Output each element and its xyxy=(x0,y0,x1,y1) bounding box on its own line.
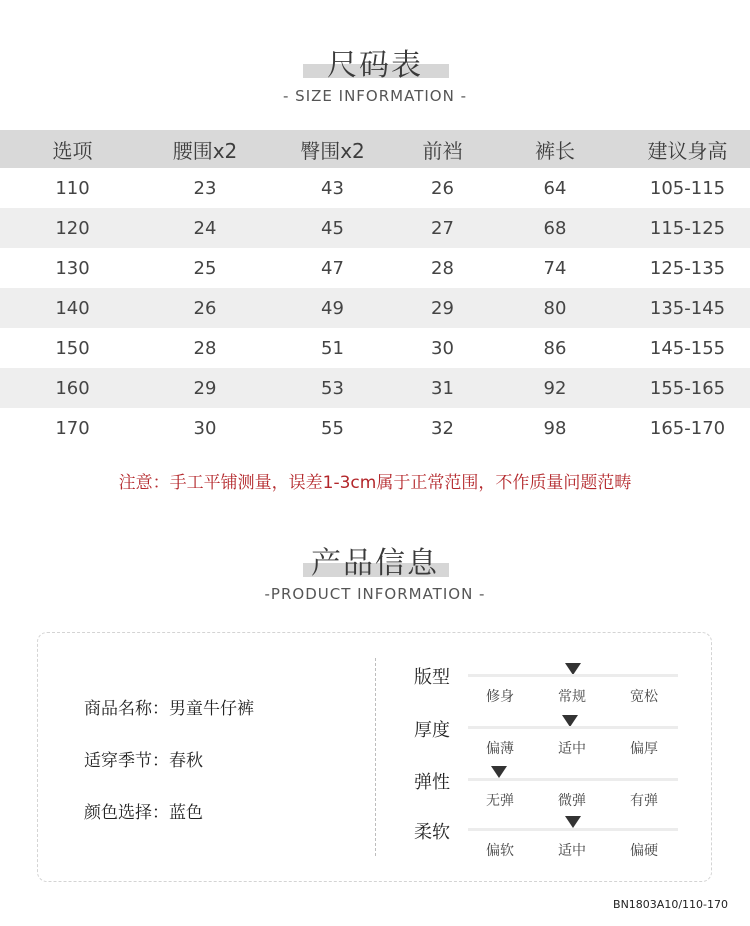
measurement-note: 注意：手工平铺测量，误差1-3cm属于正常范围，不作质量问题范畴 xyxy=(118,473,632,493)
info-color xyxy=(84,798,203,823)
attr-fit-track xyxy=(468,674,678,677)
header-hip: 臀围x2 xyxy=(265,130,400,168)
cell: 74 xyxy=(543,257,567,279)
cell: 155-165 xyxy=(625,368,750,408)
attr-softness-label: 柔软 xyxy=(414,822,450,843)
cell: 92 xyxy=(485,368,625,408)
product-title: 产品信息 xyxy=(311,546,439,581)
cell: 25 xyxy=(193,257,217,279)
cell: 64 xyxy=(543,177,567,199)
info-value: 蓝色 xyxy=(169,803,203,823)
header-height: 建议身高 xyxy=(625,130,750,168)
cell: 160 xyxy=(0,368,145,408)
cell: 165-170 xyxy=(649,417,726,439)
table-row xyxy=(0,408,750,448)
size-table xyxy=(0,130,750,448)
attr-softness-track xyxy=(468,828,678,831)
header-length: 裤长 xyxy=(485,130,625,168)
card-divider xyxy=(375,658,376,856)
cell: 98 xyxy=(543,417,567,439)
cell: 140 xyxy=(0,288,145,328)
cell: 26 xyxy=(431,177,454,199)
attr-elasticity-option: 无弹 xyxy=(486,793,514,809)
attr-thickness-track xyxy=(468,726,678,729)
cell: 130 xyxy=(55,257,90,279)
cell: 120 xyxy=(0,208,145,248)
attr-thickness-option: 偏薄 xyxy=(486,741,514,757)
cell: 80 xyxy=(485,288,625,328)
info-season xyxy=(84,746,203,771)
attr-thickness-label: 厚度 xyxy=(414,720,450,741)
cell: 30 xyxy=(193,417,217,439)
attr-fit-option: 常规 xyxy=(558,689,586,705)
cell: 45 xyxy=(265,208,400,248)
cell: 27 xyxy=(400,208,485,248)
info-label: 适穿季节： xyxy=(84,751,169,771)
cell: 115-125 xyxy=(625,208,750,248)
attr-elasticity-marker-icon xyxy=(491,766,507,778)
cell: 145-155 xyxy=(649,337,726,359)
cell: 30 xyxy=(431,337,454,359)
table-header-row xyxy=(0,130,750,168)
cell: 23 xyxy=(193,177,217,199)
attr-softness-option: 适中 xyxy=(558,843,586,859)
cell: 31 xyxy=(400,368,485,408)
attr-thickness-option: 适中 xyxy=(558,741,586,757)
cell: 49 xyxy=(265,288,400,328)
cell: 29 xyxy=(145,368,265,408)
cell: 150 xyxy=(55,337,90,359)
cell: 28 xyxy=(193,337,217,359)
info-label: 颜色选择： xyxy=(84,803,169,823)
info-product-name xyxy=(84,694,254,719)
attr-elasticity-label: 弹性 xyxy=(414,772,450,793)
attr-elasticity-option: 微弹 xyxy=(558,793,586,809)
cell: 24 xyxy=(145,208,265,248)
product-code: BN1803A10/110-170 xyxy=(613,898,728,911)
info-label: 商品名称： xyxy=(84,699,169,719)
info-value: 男童牛仔裤 xyxy=(169,699,254,719)
cell: 32 xyxy=(431,417,454,439)
size-title: 尺码表 xyxy=(327,48,423,83)
table-row xyxy=(0,168,750,208)
header-front-rise: 前裆 xyxy=(400,130,485,168)
attr-fit-label: 版型 xyxy=(414,667,450,688)
cell: 51 xyxy=(321,337,344,359)
table-row xyxy=(0,328,750,368)
attr-fit-option: 宽松 xyxy=(630,689,658,705)
attr-softness-option: 偏硬 xyxy=(630,843,658,859)
header-waist: 腰围x2 xyxy=(145,130,265,168)
cell: 68 xyxy=(485,208,625,248)
attr-softness-marker-icon xyxy=(565,816,581,828)
cell: 170 xyxy=(55,417,90,439)
cell: 29 xyxy=(400,288,485,328)
table-row xyxy=(0,368,750,408)
table-row xyxy=(0,288,750,328)
attr-thickness-option: 偏厚 xyxy=(630,741,658,757)
cell: 105-115 xyxy=(649,177,726,199)
cell: 125-135 xyxy=(649,257,726,279)
cell: 110 xyxy=(55,177,90,199)
cell: 28 xyxy=(431,257,454,279)
cell: 26 xyxy=(145,288,265,328)
product-subtitle: -PRODUCT INFORMATION - xyxy=(264,585,486,603)
info-value: 春秋 xyxy=(169,751,203,771)
table-row xyxy=(0,248,750,288)
cell: 47 xyxy=(321,257,344,279)
cell: 53 xyxy=(265,368,400,408)
attr-elasticity-option: 有弹 xyxy=(630,793,658,809)
cell: 43 xyxy=(321,177,344,199)
header-option: 选项 xyxy=(0,130,145,168)
cell: 55 xyxy=(321,417,344,439)
attr-fit-option: 修身 xyxy=(486,689,514,705)
attr-elasticity-track xyxy=(468,778,678,781)
cell: 135-145 xyxy=(625,288,750,328)
table-row xyxy=(0,208,750,248)
size-subtitle: - SIZE INFORMATION - xyxy=(283,87,467,105)
attr-softness-option: 偏软 xyxy=(486,843,514,859)
cell: 86 xyxy=(543,337,567,359)
